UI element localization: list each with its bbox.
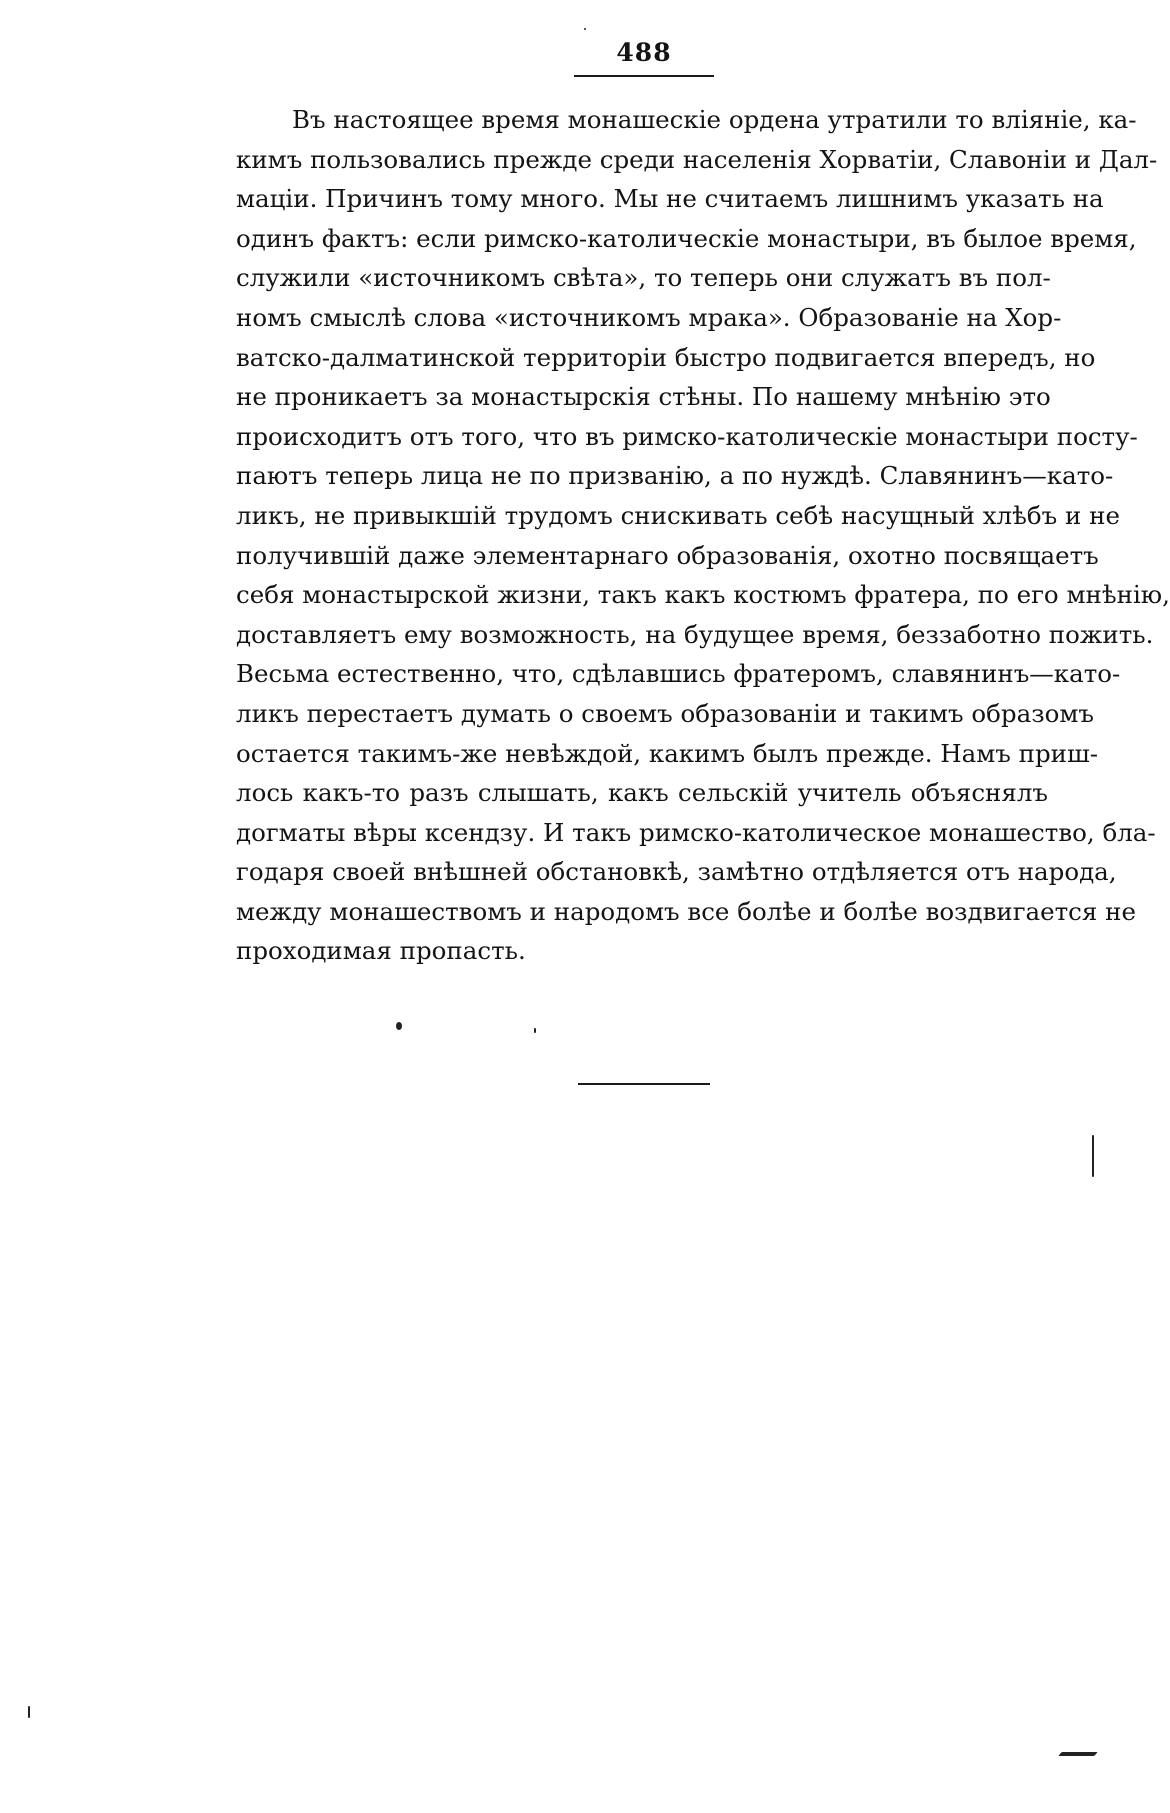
scan-speck <box>1092 1135 1094 1177</box>
text-line: ликъ перестаетъ думать о своемъ образованіи и такимъ образомъ <box>236 698 1094 728</box>
scan-speck <box>534 1028 536 1033</box>
text-line: получившій даже элементарнаго образованія, охотно посвящаетъ <box>236 540 1099 570</box>
scan-speck <box>28 1706 30 1718</box>
text-line: проходимая пропасть. <box>236 936 526 966</box>
text-line: ликъ, не привыкшій трудомъ снискивать себѣ насущный хлѣбъ и не <box>236 500 1120 530</box>
text-line: между монашествомъ и народомъ все болѣе и болѣе воздвигается не <box>236 896 1136 926</box>
text-line: Весьма естественно, что, сдѣлавшись фратеромъ, славянинъ—като- <box>236 659 1121 689</box>
scan-speck <box>584 28 586 30</box>
text-line: происходитъ отъ того, что въ римско-католическіе монастыри посту- <box>236 421 1138 451</box>
text-line: лось какъ-то разъ слышать, какъ сельскій учитель объяснялъ <box>236 778 1048 808</box>
text-line: догматы вѣры ксендзу. И такъ римско-католическое монашество, бла- <box>236 817 1156 847</box>
text-line: годаря своей внѣшней обстановкѣ, замѣтно отдѣляется отъ народа, <box>236 857 1117 887</box>
text-line: одинъ фактъ: если римско-католическіе монастыри, въ былое время, <box>236 223 1137 253</box>
scan-speck <box>1058 1752 1097 1756</box>
text-line: себя монастырской жизни, такъ какъ костюмъ фратера, по его мнѣнію, <box>236 580 1170 610</box>
text-line: кимъ пользовались прежде среди населенія Хорватіи, Славоніи и Дал- <box>236 144 1158 174</box>
text-line: не проникаетъ за монастырскія стѣны. По нашему мнѣнію это <box>236 382 1051 412</box>
text-line: служили «источникомъ свѣта», то теперь они служатъ въ пол- <box>236 263 1051 293</box>
text-line: маціи. Причинъ тому много. Мы не считаемъ лишнимъ указать на <box>236 184 1104 214</box>
text-line: остается такимъ-же невѣждой, какимъ былъ прежде. Намъ приш- <box>236 738 1099 768</box>
scan-speck <box>396 1022 402 1030</box>
body-paragraph <box>236 100 1170 971</box>
text-line: Въ настоящее время монашескіе ордена утратили то вліяніе, ка- <box>292 105 1137 134</box>
text-line: ватско-далматинской территоріи быстро подвигается впередъ, но <box>236 342 1096 372</box>
text-line: номъ смыслѣ слова «источникомъ мрака». Образованіе на Хор- <box>236 302 1062 332</box>
top-rule <box>574 75 714 77</box>
text-line: доставляетъ ему возможность, на будущее время, беззаботно пожить. <box>236 619 1154 649</box>
text-line: паютъ теперь лица не по призванію, а по нуждѣ. Славянинъ—като- <box>236 461 1114 491</box>
bottom-rule <box>578 1083 710 1085</box>
page-number: 488 <box>616 38 672 67</box>
